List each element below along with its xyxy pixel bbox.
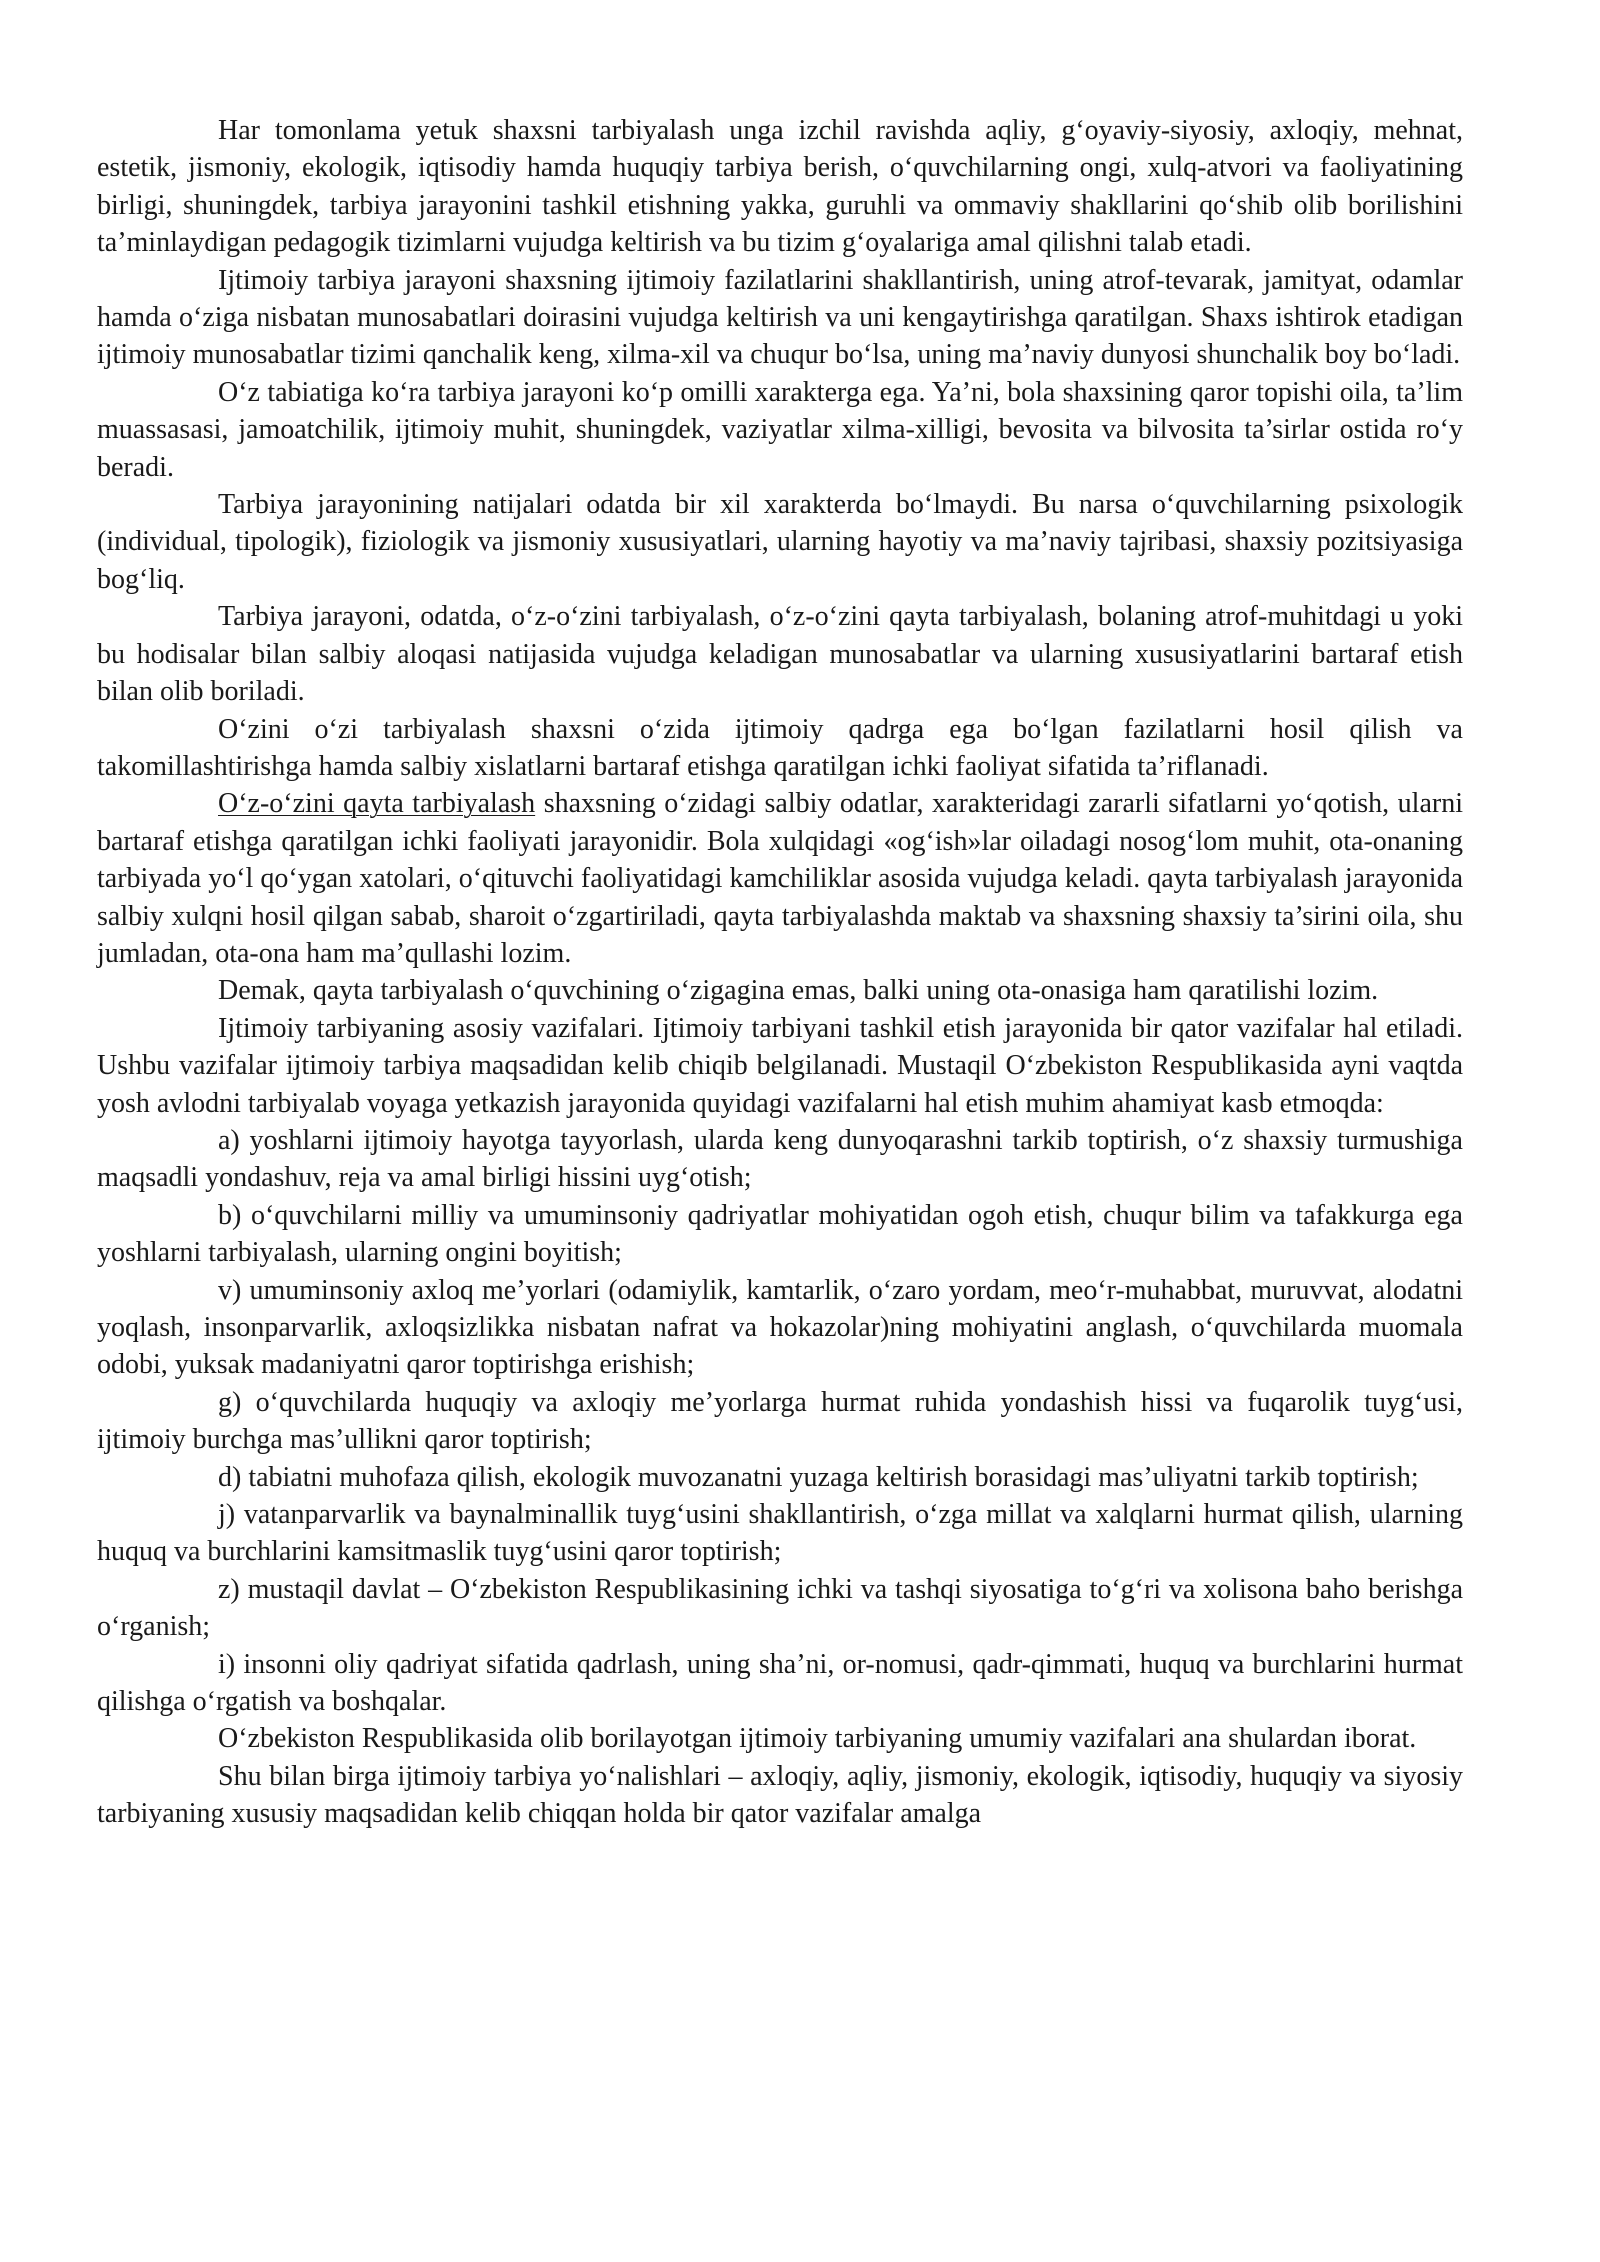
paragraph: O‘zini o‘zi tarbiyalash shaxsni o‘zida ijtimoiy qadrga ega bo‘lgan fazilatlarni hosil qilish va takomillashtirishga hamda salbiy xislatlarni bartaraf etishga qaratilgan ichki faoliyat sifatida ta’riflanadi. [97, 713, 1463, 782]
paragraph: Demak, qayta tarbiyalash o‘quvchining o‘zigagina emas, balki uning ota-onasiga ham qaratilishi lozim. [218, 975, 1379, 1007]
paragraph-text: shaxsning o‘zidagi salbiy odatlar, xarakteridagi zararli sifatlarni yo‘qotish, ularni bartaraf etishga qaratilgan ichki faoliyati jarayonidir. Bola xulqidagi «og‘ish»lar oiladagi nosog‘lom muhit, ota-onaning tarbiyada yo‘l qo‘ygan xatolari, o‘qituvchi faoliyatidagi kamchiliklar asosida vujudga keladi. qayta tarbiyalash jarayonida salbiy xulqni hosil qilgan sabab, sharoit o‘zgartiriladi, qayta tarbiyalashda maktab va shaxsning shaxsiy ta’sirini oila, shu jumladan, ota-ona ham ma’qullashi lozim. [97, 788, 1463, 969]
list-item: b) o‘quvchilarni milliy va umuminsoniy qadriyatlar mohiyatidan ogoh etish, chuqur bilim va tafakkurga ega yoshlarni tarbiyalash, ularning ongini boyitish; [97, 1199, 1463, 1269]
list-item: j) vatanparvarlik va baynalminallik tuyg‘usini shakllantirish, o‘zga millat va xalqlarni hurmat qilish, ularning huquq va burchlarini kamsitmaslik tuyg‘usini qaror toptirish; [97, 1499, 1463, 1568]
paragraph: O‘zbekiston Respublikasida olib borilayotgan ijtimoiy tarbiyaning umumiy vazifalari ana shulardan iborat. [218, 1723, 1417, 1755]
paragraph-underlined-term [97, 785, 1463, 972]
list-item: i) insonni oliy qadriyat sifatida qadrlash, uning sha’ni, or-nomusi, qadr-qimmati, huquq va burchlarini hurmat qilishga o‘rgatish va boshqalar. [97, 1648, 1463, 1718]
underlined-term: O‘z-o‘zini qayta tarbiyalash [218, 788, 536, 820]
paragraph: Ijtimoiy tarbiyaning asosiy vazifalari. Ijtimoiy tarbiyani tashkil etish jarayonida bir qator vazifalar hal etiladi. Ushbu vazifalar ijtimoiy tarbiya maqsadidan kelib chiqib belgilanadi. Mustaqil O‘zbekiston Respublikasida ayni vaqtda yosh avlodni tarbiyalab voyaga yetkazish jarayonida quyidagi vazifalarni hal etish muhim ahamiyat kasb etmoqda: [97, 1012, 1463, 1119]
paragraph: Har tomonlama yetuk shaxsni tarbiyalash unga izchil ravishda aqliy, g‘oyaviy-siyosiy, axloqiy, mehnat, estetik, jismoniy, ekologik, iqtisodiy hamda huquqiy tarbiya berish, o‘quvchilarning ongi, xulq-atvori va faoliyatining birligi, shuningdek, tarbiya jarayonini tashkil etishning yakka, guruhli va ommaviy shakllarini qo‘shib olib borilishini ta’minlaydigan pedagogik tizimlarni vujudga keltirish va bu tizim g‘oyalariga amal qilishni talab etadi. [97, 115, 1463, 259]
list-item: z) mustaqil davlat – O‘zbekiston Respublikasining ichki va tashqi siyosatiga to‘g‘ri va xolisona baho berishga o‘rganish; [97, 1573, 1463, 1643]
list-item: g) o‘quvchilarda huquqiy va axloqiy me’yorlarga hurmat ruhida yondashish hissi va fuqarolik tuyg‘usi, ijtimoiy burchga mas’ullikni qaror toptirish; [97, 1386, 1463, 1456]
paragraph: O‘z tabiatiga ko‘ra tarbiya jarayoni ko‘p omilli xarakterga ega. Ya’ni, bola shaxsining qaror topishi oila, ta’lim muassasasi, jamoatchilik, ijtimoiy muhit, shuningdek, vaziyatlar xilma-xilligi, bevosita va bilvosita ta’sirlar ostida ro‘y beradi. [97, 376, 1463, 483]
list-item: v) umuminsoniy axloq me’yorlari (odamiylik, kamtarlik, o‘zaro yordam, meo‘r-muhabbat, muruvvat, alodatni yoqlash, insonparvarlik, axloqsizlikka nisbatan nafrat va hokazolar)ning mohiyatini anglash, o‘quvchilarda muomala odobi, yuksak madaniyatni qaror toptirishga erishish; [97, 1274, 1463, 1381]
paragraph: Ijtimoiy tarbiya jarayoni shaxsning ijtimoiy fazilatlarini shakllantirish, uning atrof-tevarak, jamityat, odamlar hamda o‘ziga nisbatan munosabatlari doirasini vujudga keltirish va uni kengaytirishga qaratilgan. Shaxs ishtirok etadigan ijtimoiy munosabatlar tizimi qanchalik keng, xilma-xil va chuqur bo‘lsa, uning ma’naviy dunyosi shunchalik boy bo‘ladi. [97, 264, 1463, 371]
paragraph: Tarbiya jarayoni, odatda, o‘z-o‘zini tarbiyalash, o‘z-o‘zini qayta tarbiyalash, bolaning atrof-muhitdagi u yoki bu hodisalar bilan salbiy aloqasi natijasida vujudga keladigan munosabatlar va ularning xususiyatlarini bartaraf etish bilan olib boriladi. [97, 601, 1463, 708]
paragraph: Tarbiya jarayonining natijalari odatda bir xil xarakterda bo‘lmaydi. Bu narsa o‘quvchilarning psixologik (individual, tipologik), fiziologik va jismoniy xususiyatlari, ularning hayotiy va ma’naviy tajribasi, shaxsiy pozitsiyasiga bog‘liq. [97, 489, 1463, 595]
list-item: d) tabiatni muhofaza qilish, ekologik muvozanatni yuzaga keltirish borasidagi mas’uliyatni tarkib toptirish; [218, 1461, 1419, 1493]
list-item: a) yoshlarni ijtimoiy hayotga tayyorlash, ularda keng dunyoqarashni tarkib toptirish, o‘z shaxsiy turmushiga maqsadli yondashuv, reja va amal birligi hissini uyg‘otish; [97, 1124, 1463, 1194]
paragraph: Shu bilan birga ijtimoiy tarbiya yo‘nalishlari – axloqiy, aqliy, jismoniy, ekologik, iqtisodiy, huquqiy va siyosiy tarbiyaning xususiy maqsadidan kelib chiqqan holda bir qator vazifalar amalga [97, 1760, 1463, 1830]
